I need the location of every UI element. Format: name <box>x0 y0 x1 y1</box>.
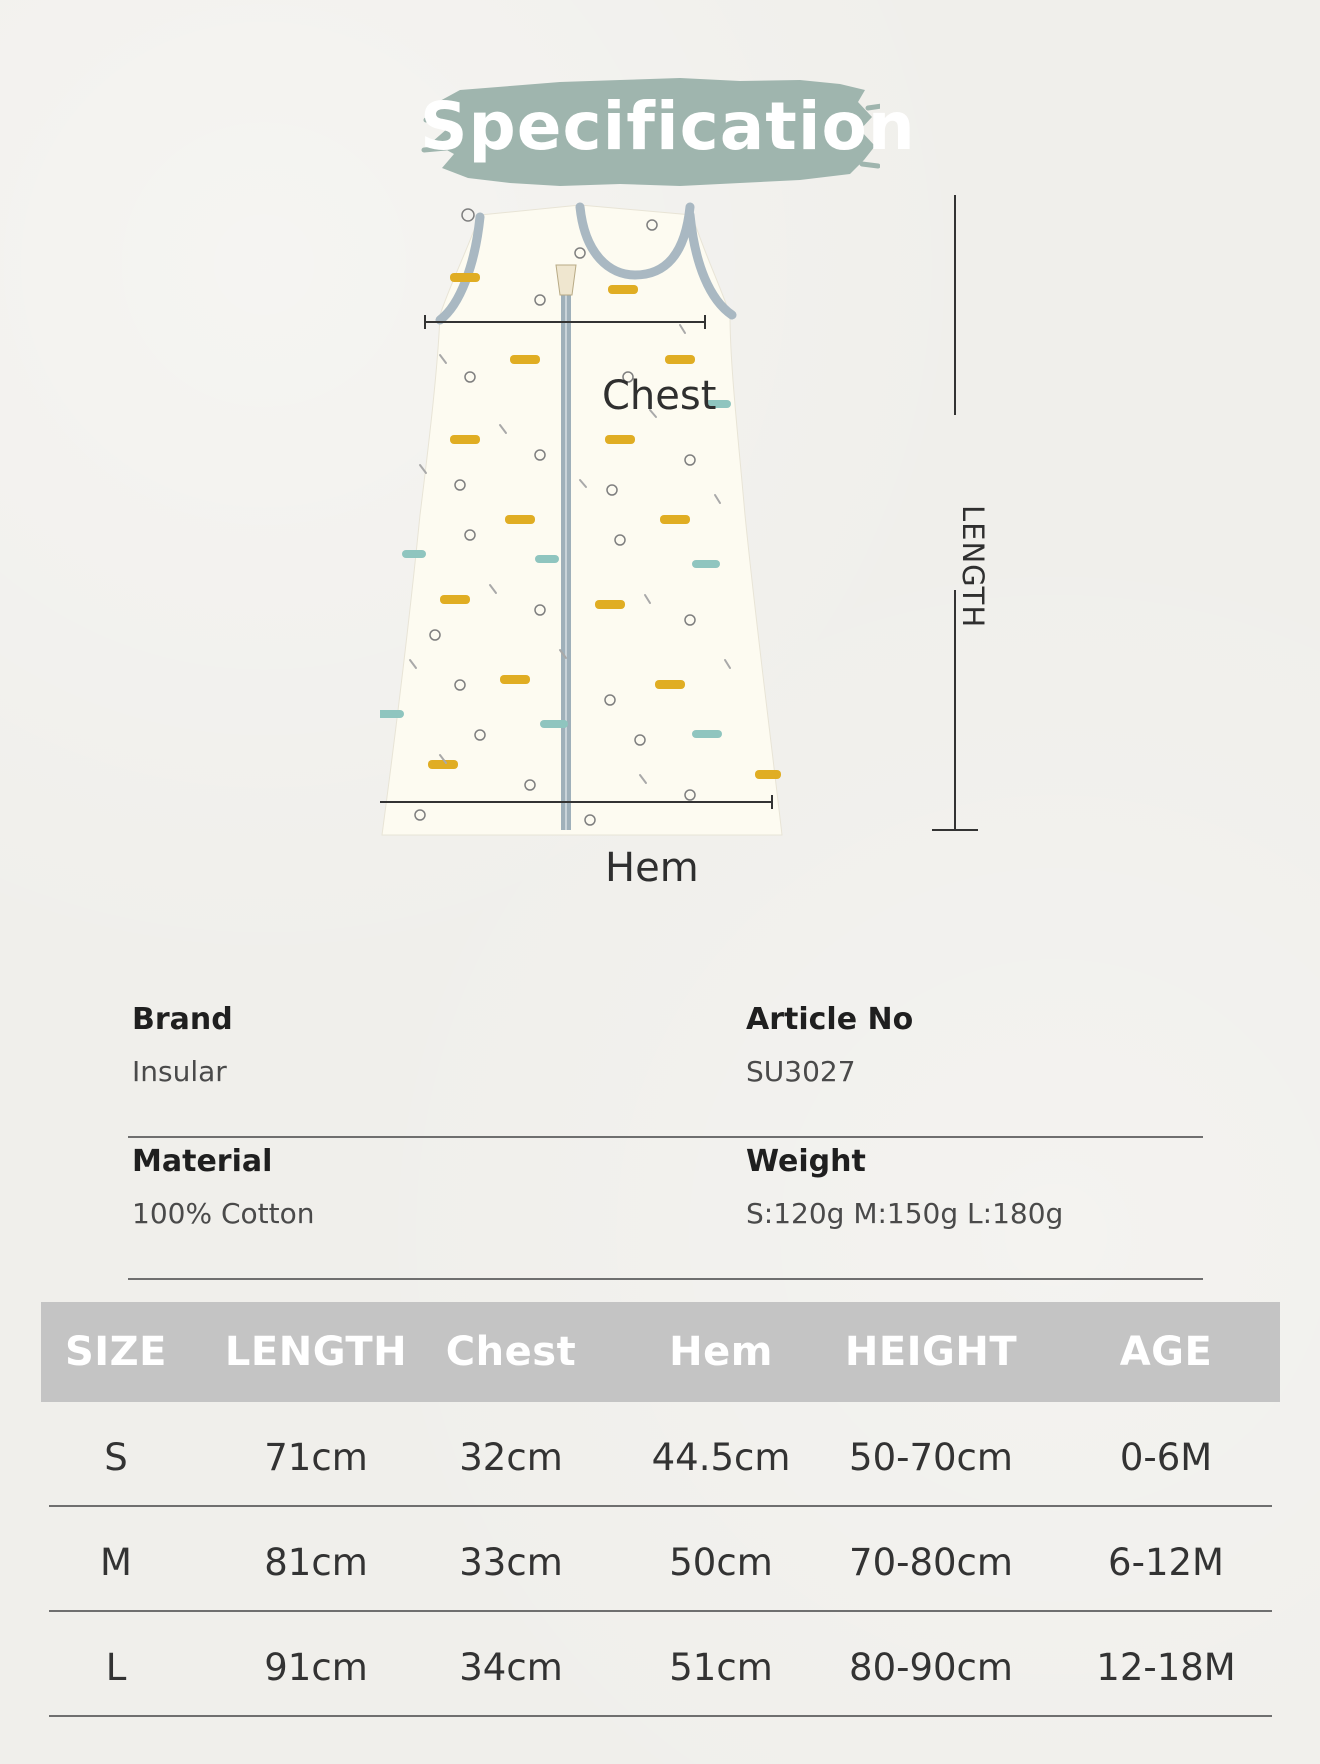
header-height: HEIGHT <box>844 1329 1018 1375</box>
material-value: 100% Cotton <box>132 1197 315 1230</box>
cell-size: S <box>104 1436 128 1479</box>
cell-length: 71cm <box>264 1436 368 1479</box>
info-row-brand-article <box>128 996 1203 1138</box>
hem-label: Hem <box>605 845 699 891</box>
header-hem: Hem <box>669 1329 773 1375</box>
material-label: Material <box>132 1144 273 1179</box>
material-cell <box>132 1138 314 1230</box>
article-label: Article No <box>746 1002 914 1037</box>
length-label: LENGTH <box>956 505 990 629</box>
cell-chest: 32cm <box>459 1436 563 1479</box>
header-size: SIZE <box>64 1329 168 1375</box>
page-title: Specification <box>420 88 916 165</box>
garment-diagram <box>380 195 1000 955</box>
brand-value: Insular <box>132 1055 227 1088</box>
cell-hem: 44.5cm <box>651 1436 791 1479</box>
product-info <box>128 996 1203 1280</box>
cell-height: 50-70cm <box>849 1436 1013 1479</box>
cell-size: L <box>105 1646 127 1689</box>
cell-chest: 33cm <box>459 1541 563 1584</box>
brand-label: Brand <box>132 1002 233 1037</box>
cell-age: 0-6M <box>1119 1436 1213 1479</box>
header-length: LENGTH <box>224 1329 408 1375</box>
cell-height: 70-80cm <box>849 1541 1013 1584</box>
header-chest: Chest <box>445 1329 577 1375</box>
brand-cell <box>132 996 233 1088</box>
cell-size: M <box>100 1541 132 1584</box>
header-age: AGE <box>1119 1329 1213 1375</box>
weight-value: S:120g M:150g L:180g <box>746 1197 1064 1230</box>
zipper-tab <box>556 265 576 295</box>
cell-height: 80-90cm <box>849 1646 1013 1689</box>
cell-chest: 34cm <box>459 1646 563 1689</box>
cell-length: 81cm <box>264 1541 368 1584</box>
cell-hem: 50cm <box>669 1541 773 1584</box>
size-table-header <box>41 1302 1280 1402</box>
weight-cell <box>746 1138 1063 1230</box>
cell-length: 91cm <box>264 1646 368 1689</box>
table-row <box>49 1402 1272 1507</box>
cell-age: 6-12M <box>1108 1541 1224 1584</box>
info-row-material-weight <box>128 1138 1203 1280</box>
article-value: SU3027 <box>746 1055 856 1088</box>
table-row <box>49 1612 1272 1717</box>
article-cell <box>746 996 913 1088</box>
weight-label: Weight <box>746 1144 866 1179</box>
cell-age: 12-18M <box>1096 1646 1236 1689</box>
title-banner <box>420 62 916 197</box>
sleep-sack-illustration <box>380 195 1000 955</box>
size-table <box>41 1302 1280 1717</box>
table-row <box>49 1507 1272 1612</box>
chest-label: Chest <box>602 373 717 419</box>
cell-hem: 51cm <box>669 1646 773 1689</box>
